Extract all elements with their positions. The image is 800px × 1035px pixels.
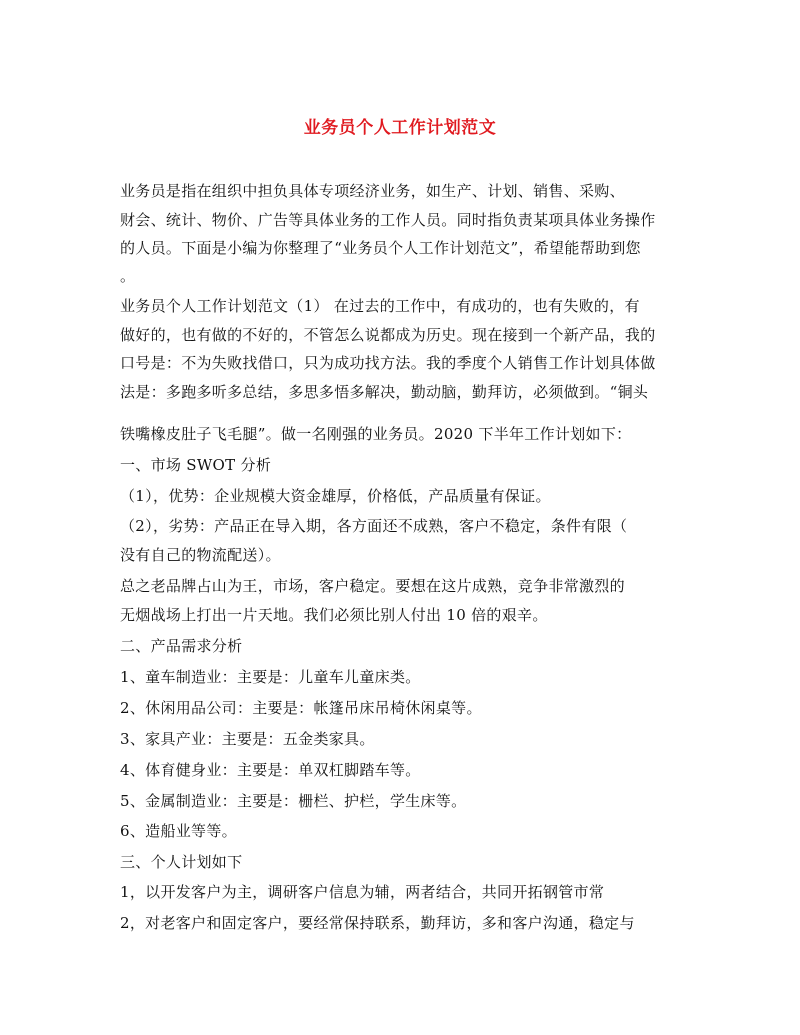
list-item: 3、家具产业：主要是：五金类家具。 bbox=[120, 730, 375, 748]
body-line: 铁嘴橡皮肚子飞毛腿”。做一名刚强的业务员。2020 下半年工作计划如下： bbox=[120, 425, 632, 443]
body-line: 做好的，也有做的不好的，不管怎么说都成为历史。现在接到一个新产品，我的 bbox=[120, 326, 656, 344]
list-item: 2，对老客户和固定客户，要经常保持联系，勤拜访，多和客户沟通，稳定与 bbox=[120, 914, 635, 932]
list-item: 5、金属制造业：主要是：栅栏、护栏，学生床等。 bbox=[120, 792, 467, 810]
body-line: 的人员。下面是小编为你整理了“业务员个人工作计划范文”，希望能帮助到您 bbox=[120, 239, 641, 257]
body-line: 。 bbox=[120, 267, 136, 285]
body-line: 口号是：不为失败找借口，只为成功找方法。我的季度个人销售工作计划具体做 bbox=[120, 354, 656, 372]
body-line: （2），劣势：产品正在导入期，各方面还不成熟，客户不稳定，条件有限（ bbox=[120, 517, 628, 535]
body-line: 法是：多跑多听多总结，多思多悟多解决，勤动脑，勤拜访，必须做到。“铜头 bbox=[120, 383, 649, 401]
section-heading: 三、个人计划如下 bbox=[120, 853, 243, 871]
body-line: 没有自己的物流配送）。 bbox=[120, 546, 281, 564]
section-heading: 二、产品需求分析 bbox=[120, 637, 243, 655]
list-item: 6、造船业等等。 bbox=[120, 822, 237, 840]
list-item: 2、休闲用品公司：主要是：帐篷吊床吊椅休闲桌等。 bbox=[120, 699, 482, 717]
list-item: 1、童车制造业：主要是：儿童车儿童床类。 bbox=[120, 668, 421, 686]
body-line: 总之老品牌占山为王，市场，客户稳定。要想在这片成熟，竞争非常激烈的 bbox=[120, 577, 625, 595]
body-line: 无烟战场上打出一片天地。我们必须比别人付出 10 倍的艰辛。 bbox=[120, 606, 548, 624]
section-heading: 一、市场 SWOT 分析 bbox=[120, 456, 272, 474]
body-line: 业务员个人工作计划范文（1） 在过去的工作中，有成功的，也有失败的，有 bbox=[120, 297, 640, 315]
list-item: 1，以开发客户为主，调研客户信息为辅，两者结合，共同开拓钢管市常 bbox=[120, 883, 605, 901]
body-line: （1），优势：企业规模大资金雄厚，价格低，产品质量有保证。 bbox=[120, 487, 551, 505]
body-line: 财会、统计、物价、广告等具体业务的工作人员。同时指负责某项具体业务操作 bbox=[120, 211, 656, 229]
body-line: 业务员是指在组织中担负具体专项经济业务，如生产、计划、销售、采购、 bbox=[120, 182, 625, 200]
list-item: 4、体育健身业：主要是：单双杠脚踏车等。 bbox=[120, 761, 421, 779]
document-title: 业务员个人工作计划范文 bbox=[303, 118, 497, 138]
